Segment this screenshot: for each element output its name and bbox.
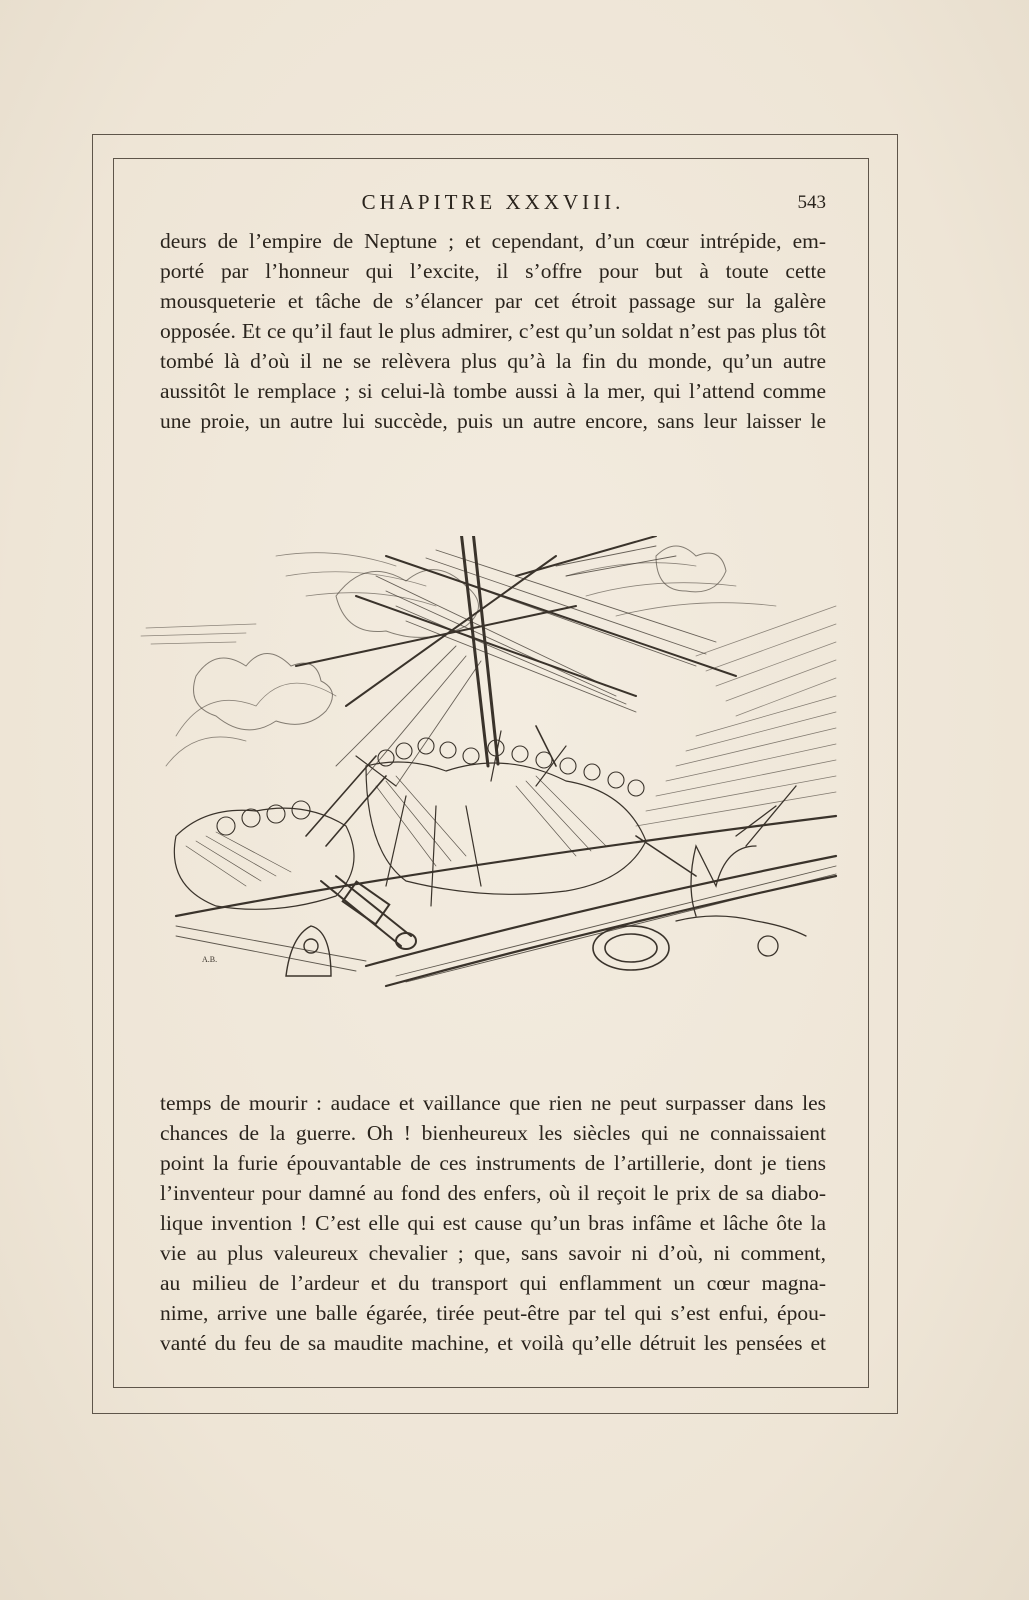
text-line: tombé là d’où il ne se relèvera plus qu’à la fin du monde, qu’un autre <box>160 349 826 373</box>
text-line: opposée. Et ce qu’il faut le plus admirer, c’est qu’un soldat n’est pas plus tôt <box>160 319 826 343</box>
text-line: mousqueterie et tâche de s’élancer par cet étroit passage sur la galère <box>160 289 826 313</box>
text-line: aussitôt le remplace ; si celui-là tombe aussi à la mer, qui l’attend comme <box>160 379 826 403</box>
text-line: l’inventeur pour damné au fond des enfers, où il reçoit le prix de sa diabo- <box>160 1181 826 1205</box>
text-line: nime, arrive une balle égarée, tirée peut-être par tel qui s’est enfui, épou- <box>160 1301 826 1325</box>
text-block-top <box>160 226 826 436</box>
chapter-title: CHAPITRE XXXVIII. <box>361 190 625 214</box>
text-line: vanté du feu de sa maudite machine, et voilà qu’elle détruit les pensées et <box>160 1331 826 1355</box>
text-line: point la furie épouvantable de ces instruments de l’artillerie, dont je tiens <box>160 1151 826 1175</box>
text-line: une proie, un autre lui succède, puis un autre encore, sans leur laisser le <box>160 409 826 433</box>
text-line: chances de la guerre. Oh ! bienheureux les siècles qui ne connaissaient <box>160 1121 826 1145</box>
engraver-signature: A.B. <box>202 955 218 964</box>
text-line: deurs de l’empire de Neptune ; et cependant, d’un cœur intrépide, em- <box>160 229 826 253</box>
text-line: vie au plus valeureux chevalier ; que, sans savoir ni d’où, ni comment, <box>160 1241 826 1265</box>
page-number: 543 <box>797 192 826 213</box>
text-line: lique invention ! C’est elle qui est cause qu’un bras infâme et lâche ôte la <box>160 1211 826 1235</box>
text-line: temps de mourir : audace et vaillance que rien ne peut surpasser dans les <box>160 1091 826 1115</box>
text-line: porté par l’honneur qui l’excite, il s’offre pour but à toute cette <box>160 259 826 283</box>
text-block-bottom <box>160 1088 826 1358</box>
naval-battle-engraving <box>136 536 856 1000</box>
running-header <box>160 190 826 220</box>
text-line: au milieu de l’ardeur et du transport qui enflamment un cœur magna- <box>160 1271 826 1295</box>
